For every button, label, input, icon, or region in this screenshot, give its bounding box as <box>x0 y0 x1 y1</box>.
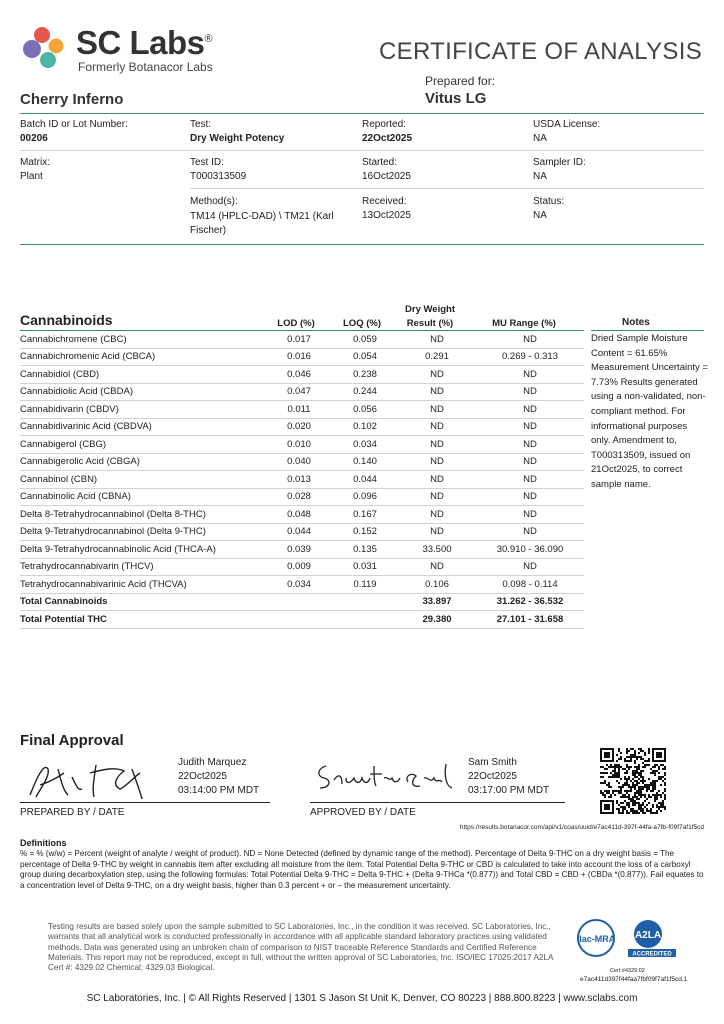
methods-label: Method(s): <box>190 196 238 207</box>
qr-code-icon <box>600 748 666 814</box>
table-row <box>20 523 584 541</box>
table-row <box>20 436 584 454</box>
mu-cell: ND <box>476 418 584 436</box>
total-result-cell: 33.897 <box>398 593 476 611</box>
mu-header: MU Range (%) <box>492 318 556 329</box>
lod-cell: 0.047 <box>266 383 332 401</box>
mu-cell: ND <box>476 506 584 524</box>
svg-text:ilac-MRA: ilac-MRA <box>576 934 616 944</box>
result-cell: ND <box>398 471 476 489</box>
result-cell: ND <box>398 418 476 436</box>
result-cell: ND <box>398 331 476 349</box>
table-row <box>20 348 584 366</box>
cannabinoid-name: Delta 9-Tetrahydrocannabinolic Acid (THCA-A) <box>20 541 266 559</box>
usda-label: USDA License: <box>533 119 601 130</box>
cannabinoid-name: Cannabidiolic Acid (CBDA) <box>20 383 266 401</box>
cannabinoid-name: Cannabichromenic Acid (CBCA) <box>20 348 266 366</box>
cannabinoid-name: Delta 8-Tetrahydrocannabinol (Delta 8-THC) <box>20 506 266 524</box>
mu-cell: 30.910 - 36.090 <box>476 541 584 559</box>
table-row <box>20 541 584 559</box>
loq-cell: 0.152 <box>332 523 398 541</box>
approved-by-details: Sam Smith 22Oct2025 03:17:00 PM MDT <box>468 757 550 796</box>
mu-cell: ND <box>476 471 584 489</box>
disclaimer-text: Testing results are based solely upon the sample submitted to SC Laboratories, Inc., in the condition it was received. SC Laboratories, Inc., warrants that all analytical work is conducted professionally in accordance with all applicable standard laboratory practices using validated methods. Data was generated using an unbroken chain of comparison to NIST traceable Reference Standards and Certified Reference Materials. This report may not be reproduced, except in full, without the written approval of SC Laboratories, Inc. ISO/IEC 17025:2017 A2LA Cert #: 4329.02 Chemical; 4329.03 Biological. <box>48 922 554 973</box>
table-row <box>20 471 584 489</box>
loq-cell: 0.059 <box>332 331 398 349</box>
loq-cell: 0.096 <box>332 488 398 506</box>
result-cell: ND <box>398 523 476 541</box>
page-footer: SC Laboratories, Inc. | © All Rights Reserved | 1301 S Jason St Unit K, Denver, CO 80223 | 888.800.8223 | www.sclabs.com <box>86 993 638 1004</box>
result-cell: ND <box>398 401 476 419</box>
mu-cell: ND <box>476 453 584 471</box>
table-row <box>20 366 584 384</box>
loq-header: LOQ (%) <box>343 318 381 329</box>
mu-cell: 0.269 - 0.313 <box>476 348 584 366</box>
table-row <box>20 506 584 524</box>
loq-cell: 0.167 <box>332 506 398 524</box>
final-approval-title: Final Approval <box>20 732 124 749</box>
result-cell: ND <box>398 488 476 506</box>
cannabinoid-name: Cannabidiol (CBD) <box>20 366 266 384</box>
sampler-label: Sampler ID: <box>533 157 586 168</box>
approved-line <box>310 802 565 803</box>
cert-hash: e7ac411d397f44faa7fbf09f7af1f5cd.1 <box>580 976 688 983</box>
mu-cell: ND <box>476 401 584 419</box>
cannabinoids-title: Cannabinoids <box>20 312 113 328</box>
result-cell: ND <box>398 506 476 524</box>
table-row <box>20 488 584 506</box>
loq-cell: 0.054 <box>332 348 398 366</box>
table-row <box>20 401 584 419</box>
svg-text:A2LA: A2LA <box>634 930 662 941</box>
lod-cell: 0.028 <box>266 488 332 506</box>
prepared-signature-icon <box>24 755 154 803</box>
a2la-accredited-icon <box>624 918 684 958</box>
received-value: 13Oct2025 <box>362 210 411 221</box>
total-name-cell: Total Cannabinoids <box>20 593 266 611</box>
meta-bottom-divider <box>20 244 704 245</box>
cannabinoid-name: Tetrahydrocannabivarin (THCV) <box>20 558 266 576</box>
total-mu-cell: 27.101 - 31.658 <box>476 611 584 629</box>
notes-header: Notes <box>622 317 650 328</box>
empty-cell <box>332 593 398 611</box>
result-cell: ND <box>398 558 476 576</box>
result-header: Dry Weight Result (%) <box>405 304 455 329</box>
loq-cell: 0.135 <box>332 541 398 559</box>
reported-value: 22Oct2025 <box>362 133 413 144</box>
document-title: CERTIFICATE OF ANALYSIS <box>379 38 702 65</box>
table-row <box>20 418 584 436</box>
approved-signature-icon <box>312 758 462 796</box>
brand-subtitle: Formerly Botanacor Labs <box>78 60 213 74</box>
methods-value: TM14 (HPLC-DAD) \ TM21 (Karl Fischer) <box>190 211 334 236</box>
loq-cell: 0.044 <box>332 471 398 489</box>
header-divider <box>20 113 704 114</box>
status-value: NA <box>533 210 547 221</box>
batch-label: Batch ID or Lot Number: <box>20 119 128 130</box>
loq-cell: 0.244 <box>332 383 398 401</box>
usda-value: NA <box>533 133 547 144</box>
total-row <box>20 593 584 611</box>
total-mu-cell: 31.262 - 36.532 <box>476 593 584 611</box>
prepared-by-details: Judith Marquez 22Oct2025 03:14:00 PM MDT <box>178 757 260 796</box>
mu-cell: ND <box>476 383 584 401</box>
mu-cell: ND <box>476 331 584 349</box>
client-name: Vitus LG <box>425 90 487 107</box>
loq-cell: 0.102 <box>332 418 398 436</box>
matrix-value: Plant <box>20 171 43 182</box>
received-label: Received: <box>362 196 407 207</box>
table-row <box>20 331 584 349</box>
result-cell: ND <box>398 436 476 454</box>
table-row <box>20 576 584 594</box>
results-url: https://results.botanacor.com/api/v1/coas/uuid/e7ac411d-397f-44fa-a7fb-f09f7af1f5cd <box>459 824 704 831</box>
definitions-title: Definitions <box>20 838 67 848</box>
table-row <box>20 453 584 471</box>
total-row <box>20 611 584 629</box>
definitions-text: % = % (w/w) = Percent (weight of analyte / weight of product). ND = None Detected (defined by dynamic range of the method). Percentage of Delta 9-THC on a dry weight basis = The percentage of Delta 9-THC by weight in cannabis item after excluding all moisture from the item. Total Potential Delta 9-THC or CBD is calculated to take into account the loss of a carboxyl group during decarboxylation step, using the following formulas: Total Potential Delta 9-THC = Delta 9-THC + (Delta 9-THCa *(0.877)) and Total CBD = CBD + (CBDa *(0.877)). Fail equates to a concentration level of Delta 9-THC, on a dry weight basis, higher than 0.3 percent + or – the measurement uncertainty. <box>20 849 704 890</box>
notes-divider <box>591 330 704 331</box>
notes-text: Dried Sample Moisture Content = 61.65% Measurement Uncertainty = 7.73% Results generated using a non-validated, non-compliant method. For informational purposes only. Amendment to, T000313509, issued on 21Oct2025, to correct sample name. <box>591 333 708 490</box>
cannabinoid-name: Cannabinolic Acid (CBNA) <box>20 488 266 506</box>
svg-text:ACCREDITED: ACCREDITED <box>632 951 672 958</box>
cannabinoid-name: Cannabigerolic Acid (CBGA) <box>20 453 266 471</box>
cannabinoid-name: Tetrahydrocannabivarinic Acid (THCVA) <box>20 576 266 594</box>
test-id-value: T000313509 <box>190 171 247 182</box>
lod-cell: 0.046 <box>266 366 332 384</box>
prepared-line <box>20 802 270 803</box>
test-label: Test: <box>190 119 212 130</box>
lod-cell: 0.017 <box>266 331 332 349</box>
meta-divider-2 <box>190 188 704 189</box>
empty-cell <box>332 611 398 629</box>
meta-divider <box>20 150 704 151</box>
table-row <box>20 383 584 401</box>
ilac-mra-icon <box>566 918 626 958</box>
mu-cell: ND <box>476 523 584 541</box>
result-cell: ND <box>398 366 476 384</box>
total-name-cell: Total Potential THC <box>20 611 266 629</box>
cannabinoid-name: Delta 9-Tetrahydrocannabinol (Delta 9-THC) <box>20 523 266 541</box>
lod-cell: 0.039 <box>266 541 332 559</box>
lod-cell: 0.010 <box>266 436 332 454</box>
empty-cell <box>266 611 332 629</box>
cannabinoid-name: Cannabidivarin (CBDV) <box>20 401 266 419</box>
mu-cell: ND <box>476 488 584 506</box>
prepared-by-label: PREPARED BY / DATE <box>20 807 125 818</box>
loq-cell: 0.034 <box>332 436 398 454</box>
sample-name: Cherry Inferno <box>20 91 124 108</box>
approved-by-label: APPROVED BY / DATE <box>310 807 416 818</box>
test-value: Dry Weight Potency <box>190 133 285 144</box>
lod-cell: 0.048 <box>266 506 332 524</box>
cannabinoid-name: Cannabidivarinic Acid (CBDVA) <box>20 418 266 436</box>
started-value: 16Oct2025 <box>362 171 411 182</box>
mu-cell: ND <box>476 436 584 454</box>
sc-labs-logo-icon <box>20 22 70 72</box>
matrix-label: Matrix: <box>20 157 50 168</box>
empty-cell <box>266 593 332 611</box>
test-id-label: Test ID: <box>190 157 224 168</box>
cannabinoid-name: Cannabichromene (CBC) <box>20 331 266 349</box>
lod-cell: 0.040 <box>266 453 332 471</box>
mu-cell: 0.098 - 0.114 <box>476 576 584 594</box>
loq-cell: 0.031 <box>332 558 398 576</box>
loq-cell: 0.119 <box>332 576 398 594</box>
cannabinoid-name: Cannabinol (CBN) <box>20 471 266 489</box>
lod-header: LOD (%) <box>277 318 315 329</box>
lod-cell: 0.013 <box>266 471 332 489</box>
result-cell: ND <box>398 383 476 401</box>
mu-cell: ND <box>476 558 584 576</box>
cert-number: Cert #4329.02 <box>610 968 645 974</box>
lod-cell: 0.044 <box>266 523 332 541</box>
cannabinoids-table <box>20 330 584 629</box>
lod-cell: 0.020 <box>266 418 332 436</box>
sampler-value: NA <box>533 171 547 182</box>
loq-cell: 0.140 <box>332 453 398 471</box>
lod-cell: 0.011 <box>266 401 332 419</box>
lod-cell: 0.009 <box>266 558 332 576</box>
cannabinoid-name: Cannabigerol (CBG) <box>20 436 266 454</box>
prepared-for-label: Prepared for: <box>425 74 496 88</box>
batch-value: 00206 <box>20 133 48 144</box>
table-row <box>20 558 584 576</box>
result-cell: ND <box>398 453 476 471</box>
result-cell: 0.106 <box>398 576 476 594</box>
brand-name: SC Labs® <box>76 24 213 61</box>
reported-label: Reported: <box>362 119 406 130</box>
status-label: Status: <box>533 196 565 207</box>
result-cell: 33.500 <box>398 541 476 559</box>
loq-cell: 0.056 <box>332 401 398 419</box>
lod-cell: 0.034 <box>266 576 332 594</box>
loq-cell: 0.238 <box>332 366 398 384</box>
lod-cell: 0.016 <box>266 348 332 366</box>
started-label: Started: <box>362 157 398 168</box>
mu-cell: ND <box>476 366 584 384</box>
result-cell: 0.291 <box>398 348 476 366</box>
total-result-cell: 29.380 <box>398 611 476 629</box>
